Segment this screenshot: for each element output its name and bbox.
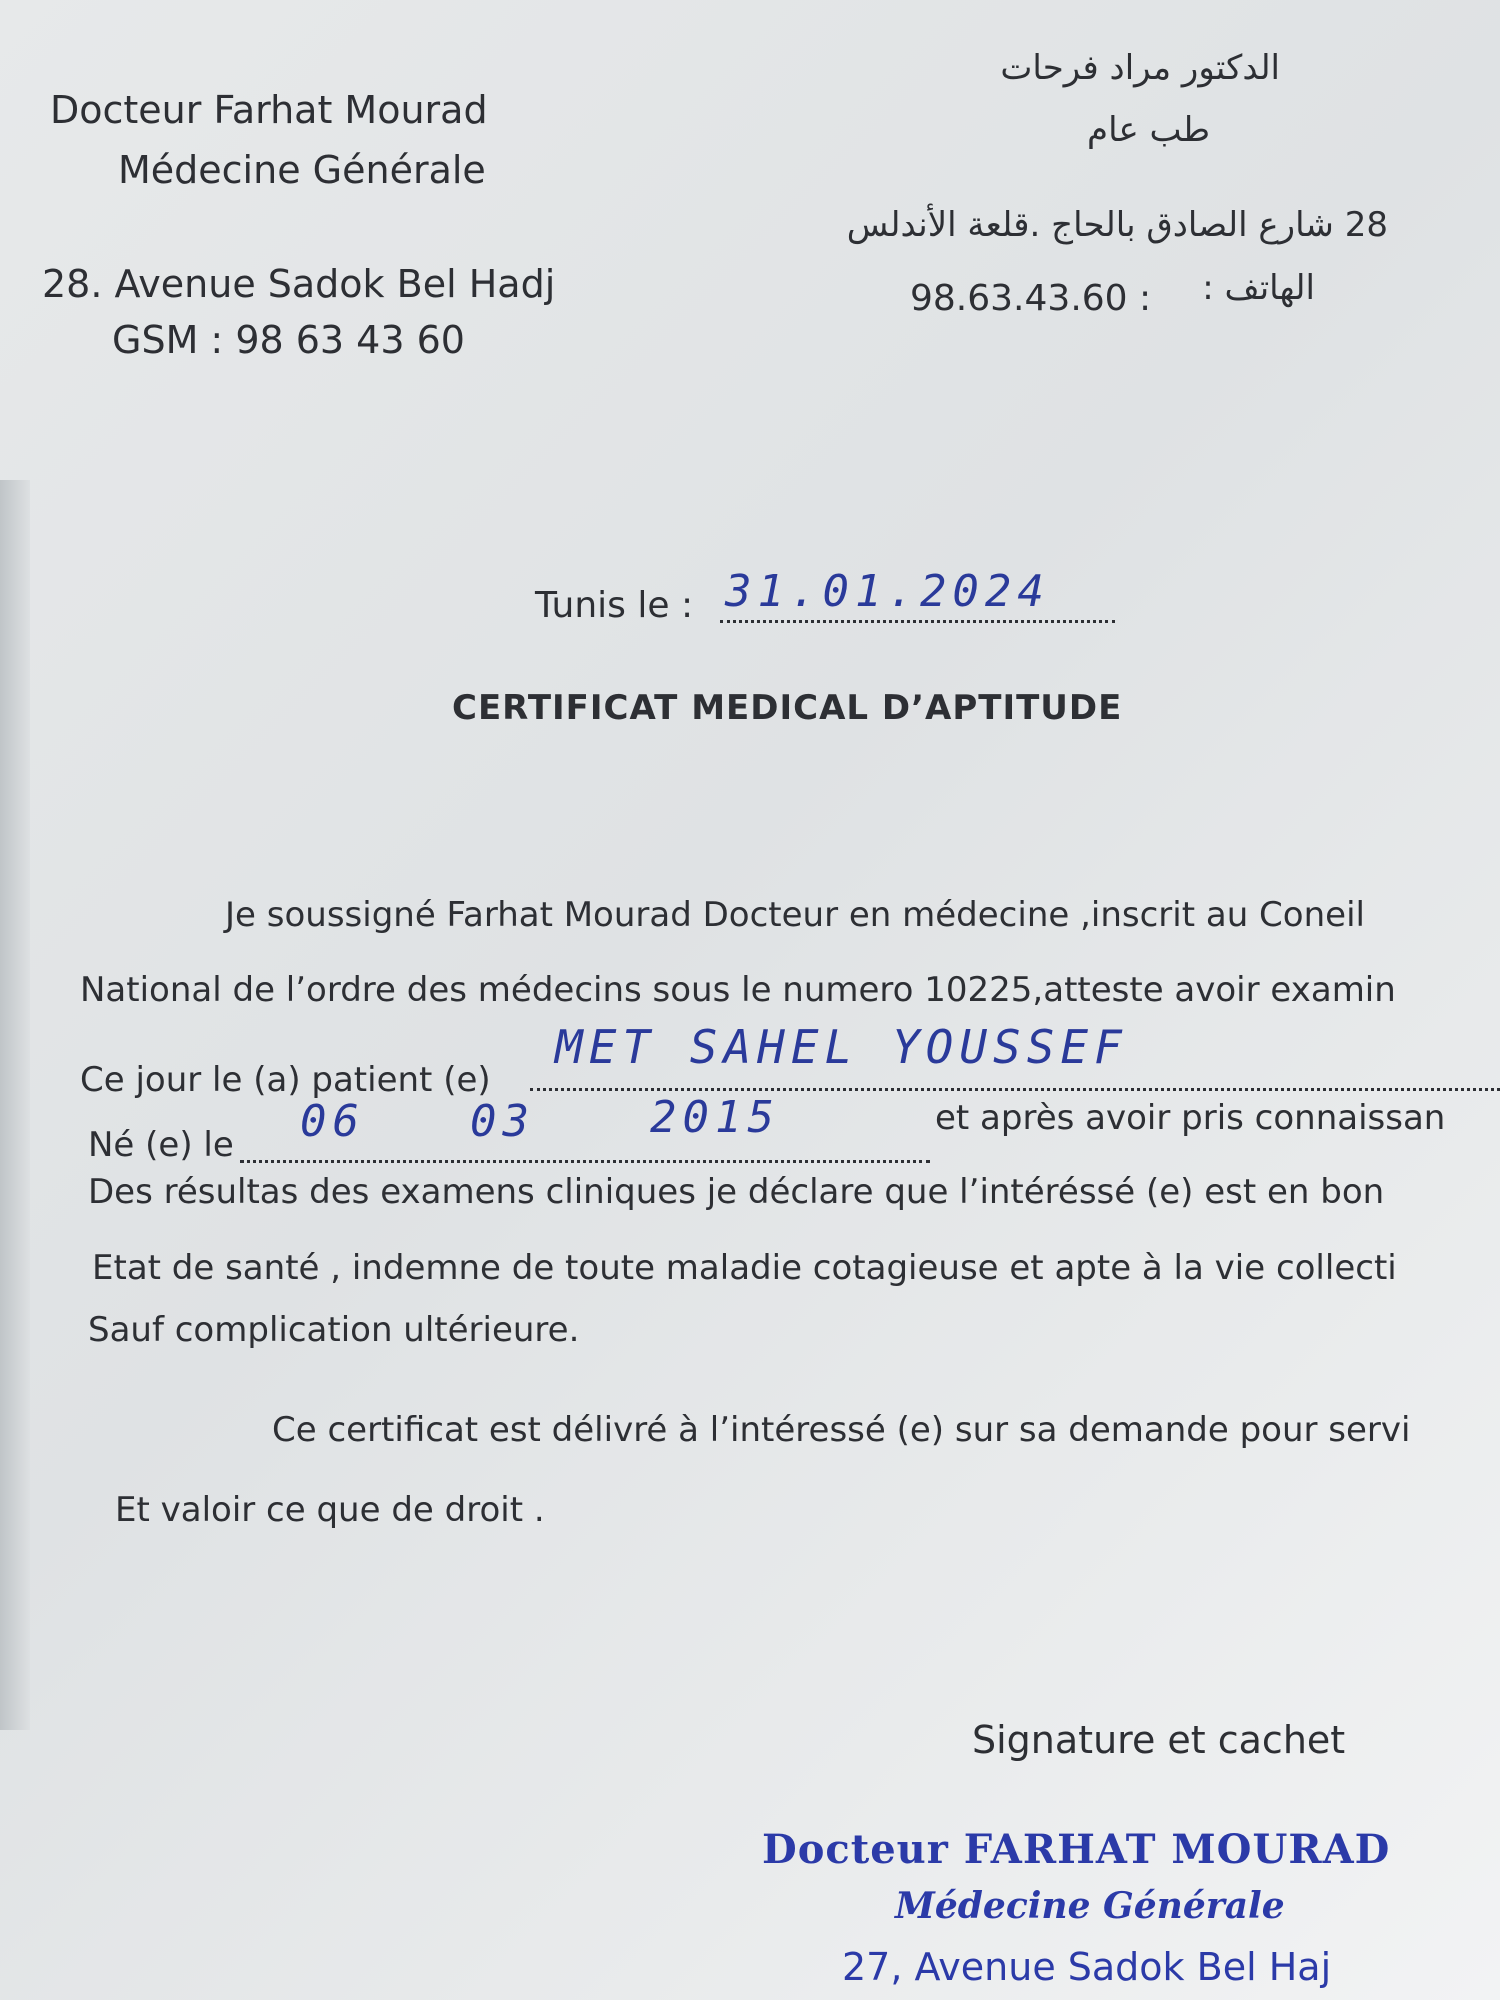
birth-year-handwritten: 2015: [650, 1092, 780, 1143]
patient-name-handwritten: MET SAHEL YOUSSEF: [555, 1020, 1128, 1074]
gsm-fr: GSM : 98 63 43 60: [112, 318, 465, 362]
specialty-fr: Médecine Générale: [118, 148, 486, 192]
birth-month-handwritten: 03: [470, 1096, 535, 1147]
birth-day-handwritten: 06: [300, 1096, 365, 1147]
date-handwritten: 31.01.2024: [725, 566, 1050, 617]
body-line-9: Et valoir ce que de droit .: [115, 1490, 545, 1530]
certificate-title: CERTIFICAT MEDICAL D’APTITUDE: [452, 688, 1123, 728]
body-line-5: Des résultas des examens cliniques je déclare que l’intéréssé (e) est en bon: [88, 1172, 1385, 1212]
birth-line-tail: et après avoir pris connaissan: [935, 1098, 1446, 1138]
body-line-2: National de l’ordre des médecins sous le numero 10225,atteste avoir examin: [80, 970, 1396, 1010]
paper-edge-shadow: [0, 480, 30, 1730]
address-fr: 28. Avenue Sadok Bel Hadj: [42, 262, 556, 306]
body-line-6: Etat de santé , indemne de toute maladie cotagieuse et apte à la vie collecti: [92, 1248, 1397, 1288]
stamp-doctor-name: Docteur FARHAT MOURAD: [762, 1826, 1391, 1873]
stamp-address: 27, Avenue Sadok Bel Haj: [842, 1945, 1332, 1989]
birth-dotted-line: [240, 1160, 930, 1163]
address-ar: 28 شارع الصادق بالحاج .قلعة الأندلس: [846, 205, 1388, 245]
specialty-ar: طب عام: [1087, 110, 1210, 150]
body-line-7: Sauf complication ultérieure.: [88, 1310, 580, 1350]
doctor-name-fr: Docteur Farhat Mourad: [50, 88, 488, 132]
doctor-name-ar: الدكتور مراد فرحات: [1000, 48, 1280, 88]
body-line-8: Ce certificat est délivré à l’intéressé (e) sur sa demande pour servi: [272, 1410, 1411, 1450]
stamp-specialty: Médecine Générale: [895, 1885, 1285, 1927]
phone-ar: 98.63.43.60 :: [910, 278, 1152, 319]
date-label: Tunis le :: [535, 585, 694, 626]
body-line-1: Je soussigné Farhat Mourad Docteur en médecine ,inscrit au Coneil: [225, 895, 1365, 935]
phone-label-ar: الهاتف :: [1202, 268, 1315, 308]
signature-label: Signature et cachet: [972, 1718, 1346, 1762]
date-dotted-line: [720, 620, 1115, 623]
birth-label: Né (e) le: [88, 1125, 234, 1165]
patient-label: Ce jour le (a) patient (e): [80, 1060, 491, 1100]
patient-dotted-line: [530, 1088, 1500, 1091]
